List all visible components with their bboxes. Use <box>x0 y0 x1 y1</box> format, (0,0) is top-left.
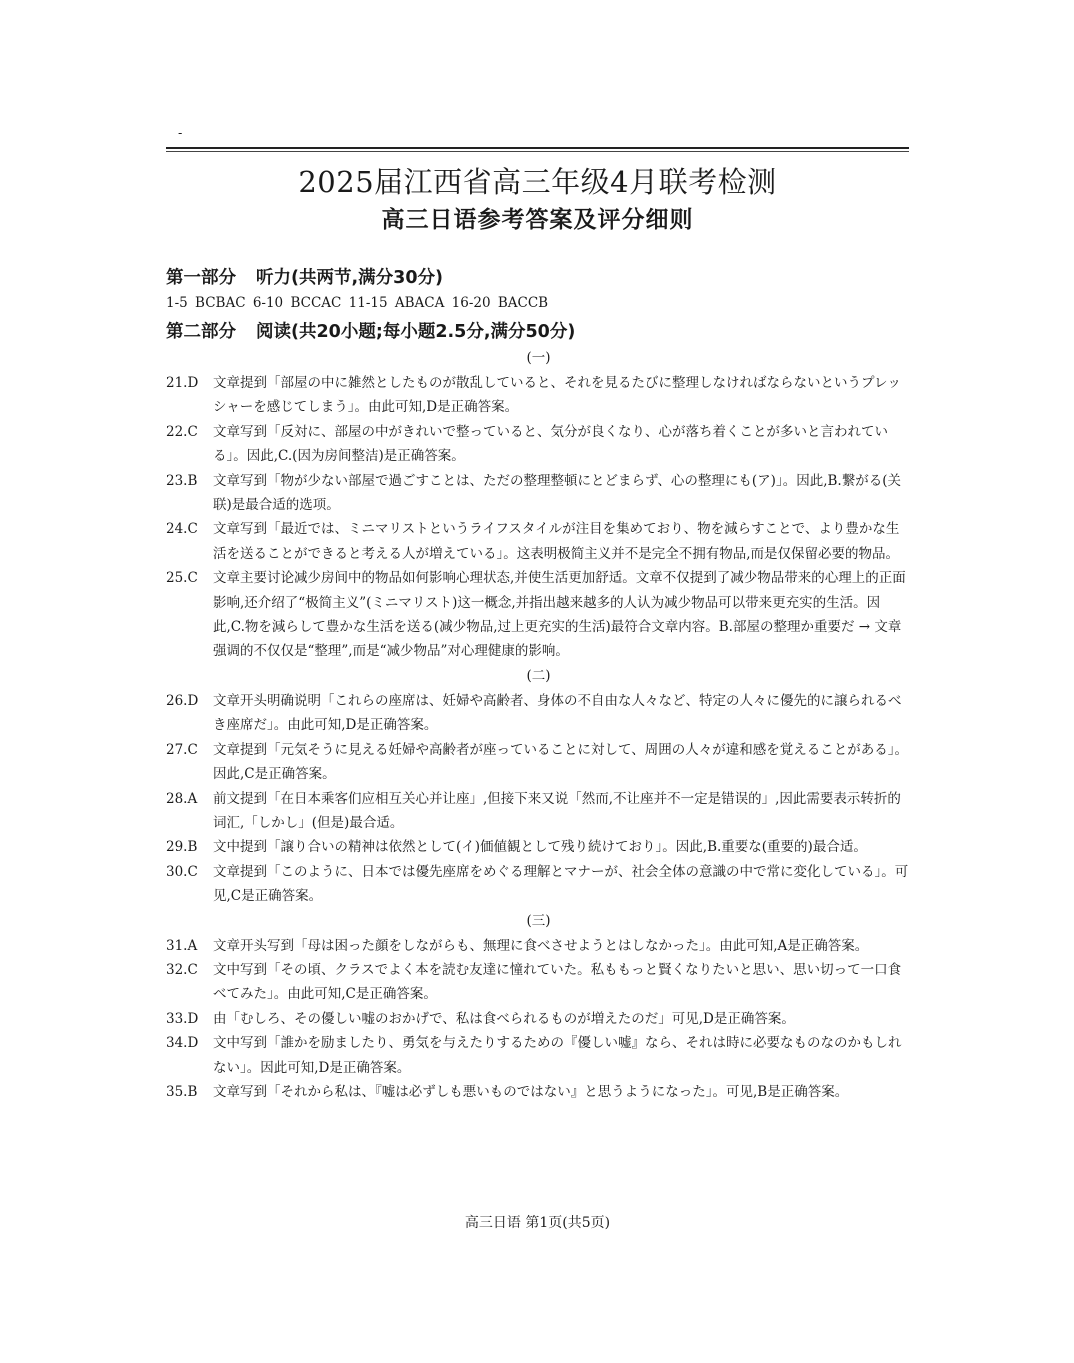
answer-number: 31.A <box>166 937 198 954</box>
part2-label: 第二部分 <box>166 322 236 342</box>
answer-explanation: 文章写到「それから私は、『嘘は必ずしも悪いものではない』と思うようになった」。可见,B是正确答案。 <box>213 1083 849 1100</box>
answer-number: 25.C <box>166 570 198 587</box>
answer-explanation: 文章提到「元気そうに見える妊婦や高齢者が座っていることに対して、周囲の人々が違和感を覚えることがある」。因此,C是正确答案。 <box>213 741 908 783</box>
answer-item <box>166 738 911 787</box>
part1-title: 听力(共两节,满分30分) <box>256 268 443 288</box>
answer-number: 27.C <box>166 741 198 758</box>
part1-heading <box>166 264 911 292</box>
reading-sections <box>166 348 911 1104</box>
answer-explanation: 文章写到「反対に、部屋の中がきれいで整っていると、気分が良くなり、心が落ち着くことが多いと言われている」。因此,C.(因为房间整洁)是正确答案。 <box>213 423 888 465</box>
answer-item <box>166 566 911 664</box>
answer-item <box>166 371 911 420</box>
answer-explanation: 文章提到「部屋の中に雑然としたものが散乱していると、それを見るたびに整理しなければならないというプレッシャーを感じてしまう」。由此可知,D是正确答案。 <box>213 375 901 416</box>
answer-explanation: 由「むしろ、その優しい嘘のおかげで、私は食べられるものが増えたのだ」可见,D是正确答案。 <box>213 1010 795 1027</box>
part1-label: 第一部分 <box>166 268 236 288</box>
answer-number: 29.B <box>166 839 198 856</box>
listening-answer-keys: 1-5 BCBAC 6-10 BCCAC 11-15 ABACA 16-20 BACCB <box>166 295 549 311</box>
page-title: 2025届江西省高三年级4月联考检测 <box>298 165 777 199</box>
answer-item <box>166 1007 911 1031</box>
answer-item <box>166 958 911 1007</box>
answer-explanation: 文章写到「物が少ない部屋で過ごすことは、ただの整理整頓にとどまらず、心の整理にも(ア)」。因此,B.繋がる(关联)是最合适的选项。 <box>213 472 901 514</box>
answer-number: 26.D <box>166 692 199 709</box>
answer-number: 23.B <box>166 472 198 489</box>
answer-explanation: 文章开头明确说明「これらの座席は、妊婦や高齢者、身体の不自由な人々など、特定の人々に優先的に譲られるべき座席だ」。由此可知,D是正确答案。 <box>213 692 902 734</box>
answer-number: 35.B <box>166 1083 198 1100</box>
answer-explanation: 文中提到「譲り合いの精神は依然として(イ)価値観として残り続けており」。因此,B.重要な(重要的)最合适。 <box>213 839 867 856</box>
part2-heading <box>166 318 911 346</box>
part2-title: 阅读(共20小题;每小题2.5分,满分50分) <box>256 322 576 342</box>
answer-explanation: 文中写到「誰かを励ましたり、勇気を与えたりするための『優しい嘘』なら、それは時に必要なものなのかもしれない」。因此可知,D是正确答案。 <box>213 1035 902 1076</box>
answer-number: 33.D <box>166 1010 199 1027</box>
answer-number: 21.D <box>166 375 199 391</box>
answer-item <box>166 1031 911 1080</box>
answer-number: 30.C <box>166 863 198 880</box>
answer-item <box>166 835 911 859</box>
answer-item <box>166 860 911 909</box>
page-subtitle: 高三日语参考答案及评分细则 <box>381 207 694 233</box>
answer-explanation: 文章主要讨论减少房间中的物品如何影响心理状态,并使生活更加舒适。文章不仅提到了减少物品带来的心理上的正面影响,还介绍了“极简主义”(ミニマリスト)这一概念,并指出越来越多的人认为减少物品可以带来更充实的生活。因此,C.物を減らして豊かな生活を送る(减少物品,过上更充实的生活)最符合文章内容。B.部屋の整理か重要だ → 文章强调的不仅仅是“整理”,而是“减少物品”对心理健康的影响。 <box>213 570 906 660</box>
header-rule-thin <box>166 151 909 152</box>
answer-item <box>166 1080 911 1104</box>
answer-explanation: 文章开头写到「母は困った顔をしながらも、無理に食べさせようとはしなかった」。由此可知,A是正确答案。 <box>213 937 869 954</box>
answer-item <box>166 517 911 566</box>
answer-item <box>166 689 911 738</box>
answer-item <box>166 420 911 469</box>
page-footer: 高三日语 第1页(共5页) <box>464 1215 611 1231</box>
section-label: (一) <box>526 350 551 366</box>
answer-number: 28.A <box>166 790 198 807</box>
answer-explanation: 文章提到「このように、日本では優先座席をめぐる理解とマナーが、社会全体の意識の中で常に変化している」。可见,C是正确答案。 <box>213 863 909 905</box>
answer-item <box>166 469 911 518</box>
corner-dash: - <box>178 126 183 140</box>
header-rule-thick <box>166 147 909 149</box>
section-label: (三) <box>526 912 551 929</box>
section-label: (二) <box>526 667 551 684</box>
answer-explanation: 文章写到「最近では、ミニマリストというライフスタイルが注目を集めており、物を減らすことで、より豊かな生活を送ることができると考える人が増えている」。这表明极简主义并不是完全不拥有物品,而是仅保留必要的物品。 <box>213 521 900 562</box>
answer-item <box>166 934 911 958</box>
answer-number: 24.C <box>166 521 198 538</box>
answer-number: 22.C <box>166 423 198 440</box>
answer-number: 34.D <box>166 1035 199 1052</box>
answer-item <box>166 787 911 836</box>
answer-number: 32.C <box>166 961 198 978</box>
answer-explanation: 文中写到「その頃、クラスでよく本を読む友達に憧れていた。私ももっと賢くなりたいと思い、思い切って一口食べてみた」。由此可知,C是正确答案。 <box>213 961 902 1003</box>
answer-explanation: 前文提到「在日本乘客们应相互关心并让座」,但接下来又说「然而,不让座并不一定是错误的」,因此需要表示转折的词汇,「しかし」(但是)最合适。 <box>213 790 901 831</box>
answer-content <box>166 264 911 1104</box>
